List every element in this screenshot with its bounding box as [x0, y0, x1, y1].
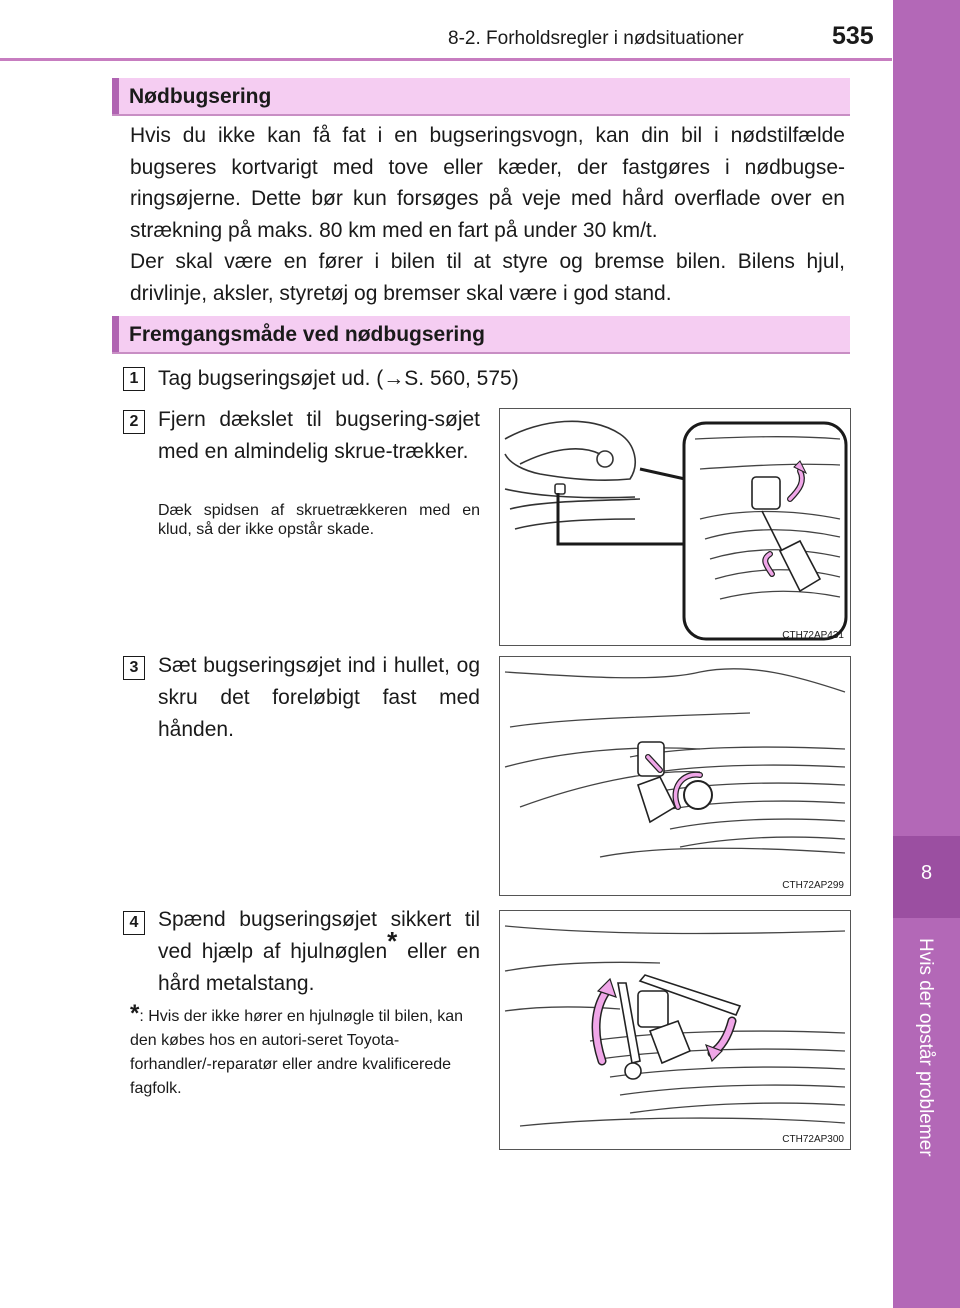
step-text-4-part2: eller en hård metalstang.	[158, 940, 480, 995]
footnote-text: : Hvis der ikke hører en hjulnøgle til bilen, kan den købes hos en autori-seret Toyota-forhandler/-reparatør eller andre kvalificerede fagfolk.	[130, 1008, 464, 1097]
section-heading-procedure	[112, 316, 850, 354]
section-heading-emergency-towing	[112, 78, 850, 116]
figure-insert-eye	[499, 656, 851, 896]
step-number-1: 1	[123, 367, 145, 391]
step-note-2: Dæk spidsen af skruetrækkeren med en klud, så der ikke opstår skade.	[158, 502, 480, 538]
footnote	[130, 1002, 480, 1101]
page-number: 535	[832, 22, 874, 50]
section-heading-text: Nødbugsering	[129, 85, 272, 108]
body-paragraph: Hvis du ikke kan få fat i en bugseringsvogn, kan din bil i nødstilfælde bugseres kortvarigt med tove eller kæder, der fastgøres i nødbugse-ringsøjerne. Dette bør kun forsøges på veje med hård overflade over en strækning på maks. 80 km med en fart på under 30 km/t.	[130, 124, 845, 242]
header-divider	[0, 58, 892, 61]
step-text-4	[158, 904, 480, 1000]
figure-remove-cover	[499, 408, 851, 646]
step-number-2: 2	[123, 410, 145, 434]
figure-code: CTH72AP299	[782, 880, 844, 891]
body-paragraph: Der skal være en fører i bilen til at styre og bremse bilen. Bilens hjul, drivlinje, aksler, styretøj og bremser skal være i god stand.	[130, 250, 845, 305]
footnote-star: *	[130, 1000, 140, 1027]
figure-code: CTH72AP431	[782, 630, 844, 641]
section-heading-text: Fremgangsmåde ved nødbugsering	[129, 323, 485, 346]
step-text-1: Tag bugseringsøjet ud. (→S. 560, 575)	[158, 367, 519, 390]
chapter-title: Hvis der opstår problemer	[915, 938, 936, 1157]
step-number-4: 4	[123, 911, 145, 935]
section-breadcrumb: 8-2. Forholdsregler i nødsituationer	[448, 28, 744, 49]
step-text-3: Sæt bugseringsøjet ind i hullet, og skru det foreløbigt fast med hånden.	[158, 654, 480, 741]
step-text-4-part1: Spænd bugseringsøjet sikkert til ved hjælp af hjulnøglen	[158, 908, 480, 963]
figure-code: CTH72AP300	[782, 1134, 844, 1145]
illustration-insert-towing-eye	[500, 657, 851, 896]
illustration-tighten-with-wrench	[500, 911, 851, 1150]
chapter-number: 8	[920, 862, 933, 884]
figure-tighten-eye	[499, 910, 851, 1150]
step-text-2: Fjern dækslet til bugsering-søjet med en almindelig skrue-trækker.	[158, 408, 480, 463]
footnote-marker: *	[387, 926, 398, 956]
illustration-screwdriver	[500, 409, 851, 646]
step-number-3: 3	[123, 656, 145, 680]
